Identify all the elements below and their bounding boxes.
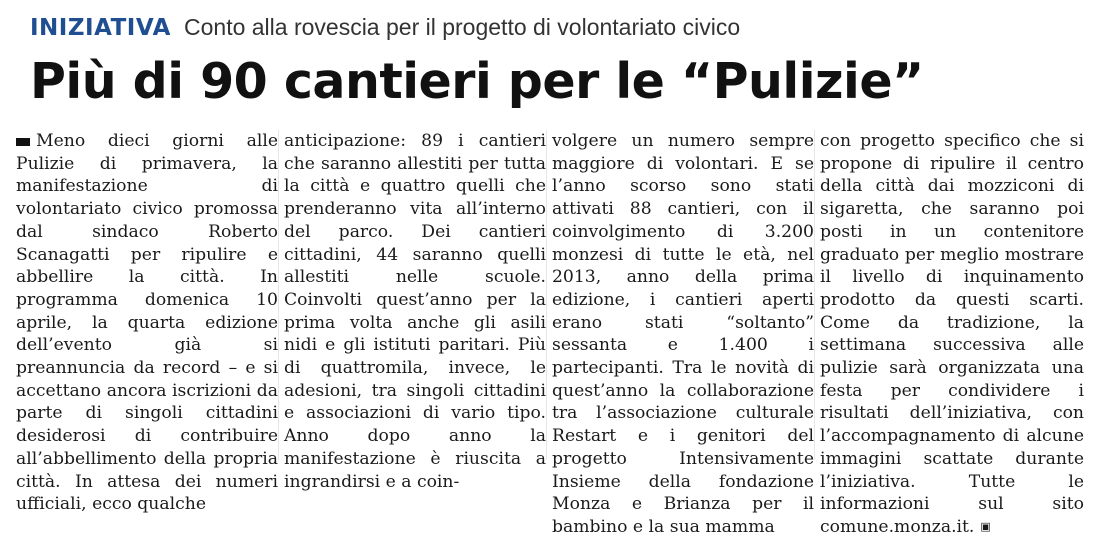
article-column-4 [820,130,1084,539]
kicker-text: Conto alla rovescia per il progetto di volontariato civico [184,14,741,40]
article-column-2 [284,130,546,493]
column-text: anticipazione: 89 i cantieri che saranno allestiti per tutta la città e quattro quelli che prenderanno vita all’interno del parco. Dei cantieri cittadini, 44 saranno quelli allestiti nelle scuole. Coinvolti quest’anno per la prima volta anche gli asili nidi e gli istituti paritari. Più di quattromila, invece, le adesioni, tra singoli cittadini e associazioni di vario tipo. Anno dopo anno la manifestazione è riuscita a ingrandirsi e a coin- [284,131,546,492]
kicker-tag: INIZIATIVA [30,15,171,41]
article-kicker [30,14,740,41]
article-column-1 [16,130,278,516]
column-divider [814,130,815,460]
column-text: con progetto specifico che si propone di ripulire il centro della città dai mozziconi di sigaretta, che saranno poi posti in un contenitore graduato per meglio mostrare il livello di inquinamento prodotto da questi scarti. Come da tradizione, la settimana successiva alle pulizie sarà organizzata una festa per condividere i risultati dell’iniziativa, con l’accompagnamento di alcune immagini scattate durante l’iniziativa. Tutte le informazioni sul sito comune.monza.it. [820,131,1084,537]
column-text: Meno dieci giorni alle Pulizie di primavera, la manifestazione di volontariato civico promossa dal sindaco Roberto Scanagatti per ripulire e abbellire la città. In programma domenica 10 aprile, la quarta edizione dell’evento già si preannuncia da record – e si accettano ancora iscrizioni da parte di singoli cittadini desiderosi di contribuire all’abbellimento della propria città. In attesa dei numeri ufficiali, ecco qualche [16,131,278,515]
column-divider [278,130,279,460]
column-divider [546,130,547,460]
article-column-3 [552,130,814,539]
headline: Più di 90 cantieri per le “Pulizie” [30,53,924,110]
column-text: volgere un numero sempre maggiore di volontari. E se l’anno scorso sono stati attivati 88 cantieri, con il coinvolgimento di 3.200 monzesi di tutte le età, nel 2013, anno della prima edizione, i cantieri aperti erano stati “soltanto” sessanta e 1.400 i partecipanti. Tra le novità di quest’anno la collaborazione tra l’associazione culturale Restart e i genitori del progetto Intensivamente Insieme della fondazione Monza e Brianza per il bambino e la sua mamma [552,131,814,537]
article-end-mark-icon: ▣ [980,520,991,534]
paragraph-bullet [16,138,30,146]
